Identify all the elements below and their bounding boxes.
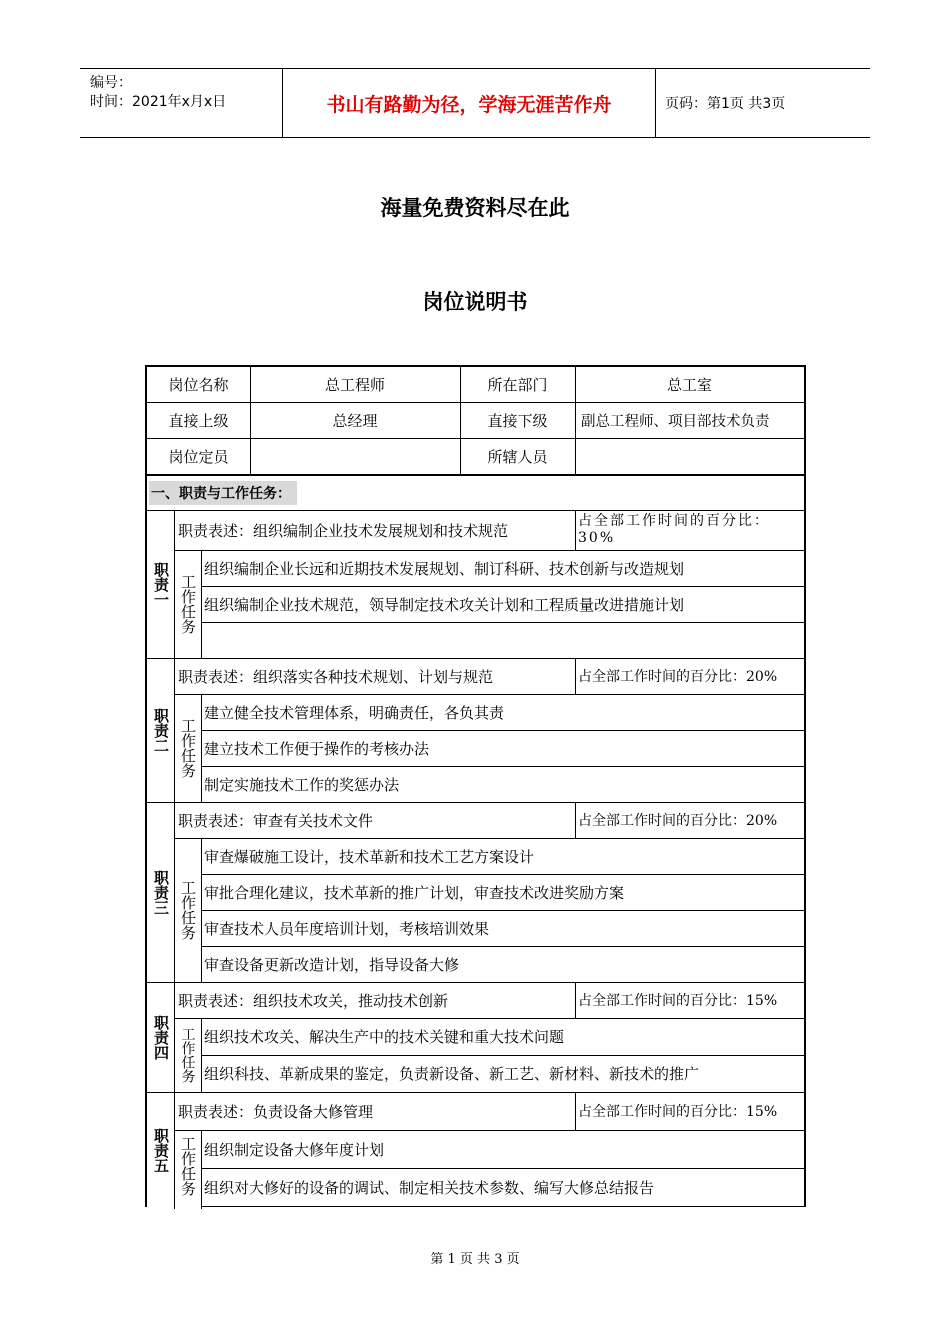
duty-4-label [147,982,174,1092]
page-footer: 第 1 页 共 3 页 [430,1252,520,1267]
headline: 海量免费资料尽在此 [380,196,570,220]
duty-5-task-label [174,1130,201,1209]
job-description-table [145,365,806,1207]
duty-2-label [147,658,174,802]
duty-5-label [147,1092,174,1209]
page-header [80,68,870,138]
duty-1-pct: 占全部工作时间的百分比：30% [578,513,770,546]
duty-4-pct: 占全部工作时间的百分比：15% [578,993,778,1009]
duty-4-task-label [174,1018,201,1092]
duty-1-task-3 [204,622,804,658]
duty-3-task-4: 审查设备更新改造计划，指导设备大修 [204,955,460,974]
duty-2-label-text: 职责二 [152,707,170,753]
subordinate-value: 副总工程师、项目部技术负责 [581,414,770,430]
duty-5-desc: 职责表述：负责设备大修管理 [178,1102,374,1121]
duty-2-task-label-text: 工作任务 [179,718,197,778]
duty-1-desc: 职责表述：组织编制企业技术发展规划和技术规范 [178,521,509,540]
duty-3-task-1: 审查爆破施工设计，技术革新和技术工艺方案设计 [204,847,535,866]
duty-2-task-2: 建立技术工作便于操作的考核办法 [204,739,430,758]
duty-5-task-2: 组织对大修好的设备的调试、制定相关技术参数、编写大修总结报告 [204,1178,655,1197]
post-name-value: 总工程师 [324,376,385,394]
post-name-label: 岗位名称 [168,376,229,394]
duty-2-task-1: 建立健全技术管理体系，明确责任，各负其责 [204,703,505,722]
superior-label: 直接上级 [168,412,229,430]
staff-value [575,439,804,474]
duty-5-pct: 占全部工作时间的百分比：15% [578,1104,778,1120]
dept-label: 所在部门 [487,376,548,394]
time-label: 时间：2021年x月x日 [90,94,227,110]
duty-3-task-label-text: 工作任务 [179,880,197,940]
duty-2-task-3: 制定实施技术工作的奖惩办法 [204,775,400,794]
duty-1-task-1: 组织编制企业长远和近期技术发展规划、制订科研、技术创新与改造规划 [204,559,685,578]
duty-3-task-label [174,838,201,982]
dept-value: 总工室 [666,376,712,394]
duty-1-task-label [174,550,201,658]
duty-1-label [147,510,174,658]
duty-5-task-1: 组织制定设备大修年度计划 [204,1140,385,1159]
duty-2-desc: 职责表述：组织落实各种技术规划、计划与规范 [178,667,494,686]
duty-3-task-2: 审批合理化建议，技术革新的推广计划，审查技术改进奖励方案 [204,883,625,902]
section-title: 一、职责与工作任务： [149,481,297,505]
duty-4-task-label-text: 工作任务 [179,1027,196,1083]
duty-4-label-text: 职责四 [152,1014,170,1060]
duty-1-task-2: 组织编制企业技术规范，领导制定技术攻关计划和工程质量改进措施计划 [204,595,685,614]
duty-2-task-label [174,694,201,802]
duty-2-pct: 占全部工作时间的百分比：20% [578,669,778,685]
duty-3-pct: 占全部工作时间的百分比：20% [578,813,778,829]
duty-5-task-label-text: 工作任务 [179,1136,197,1196]
quota-value [250,439,460,474]
duty-5-label-text: 职责五 [152,1128,170,1173]
section-row [147,476,804,510]
superior-value: 总经理 [332,412,378,430]
duty-3-desc: 职责表述：审查有关技术文件 [178,811,374,830]
duty-4-task-1: 组织技术攻关、解决生产中的技术关键和重大技术问题 [204,1028,565,1046]
quota-label: 岗位定员 [168,448,229,466]
document-title: 岗位说明书 [422,290,528,314]
duty-1-label-text: 职责一 [152,561,170,607]
page-info: 页码：第1页 共3页 [665,96,786,112]
duty-3-label [147,802,174,982]
header-meta [80,69,282,137]
serial-label: 编号： [90,75,132,91]
header-motto: 书山有路勤为径，学海无涯苦作舟 [282,69,656,137]
subordinate-label: 直接下级 [487,412,548,430]
duty-3-label-text: 职责三 [152,869,170,915]
duty-4-task-2: 组织科技、革新成果的鉴定，负责新设备、新工艺、新材料、新技术的推广 [204,1065,700,1083]
duty-3-task-3: 审查技术人员年度培训计划，考核培训效果 [204,919,490,938]
staff-label: 所辖人员 [487,448,548,466]
duty-4-desc: 职责表述：组织技术攻关，推动技术创新 [178,991,449,1010]
duty-1-task-label-text: 工作任务 [179,574,197,634]
